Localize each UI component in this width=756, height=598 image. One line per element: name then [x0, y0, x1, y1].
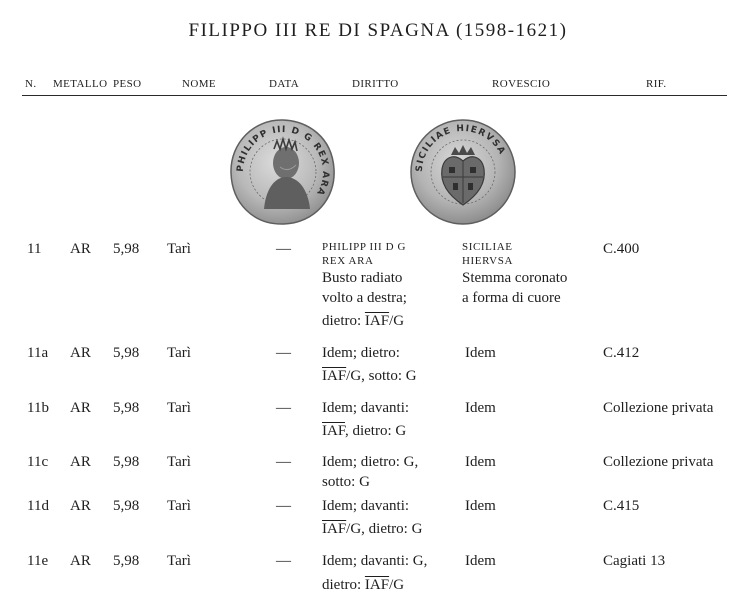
row-11d-diritto-line-1: Idem; davanti: [322, 498, 410, 514]
row-11d-diritto-mark: $\overline{IAF}$ [322, 521, 347, 537]
row-11c-metallo: AR [70, 454, 91, 470]
row-11e-rovescio: Idem [465, 553, 496, 569]
row-11e-rif: Cagiati 13 [603, 553, 666, 569]
row-11a-diritto-line-1: Idem; dietro: [322, 345, 400, 361]
row-11e-nome: Tarì [167, 553, 191, 569]
col-header-peso: PESO [113, 78, 142, 90]
row-11b-metallo: AR [70, 400, 91, 416]
row-11a-nome: Tarì [167, 345, 191, 361]
row-11c-rovescio: Idem [465, 454, 496, 470]
row-11-rovescio-line-2: a forma di cuore [462, 290, 561, 306]
row-11b-diritto-mark: $\overline{IAF}$ [322, 423, 345, 439]
row-11e-diritto-line-1: Idem; davanti: G, [322, 553, 428, 569]
coin-reverse-image [408, 117, 518, 227]
page-title: FILIPPO III RE DI SPAGNA (1598-1621) [188, 20, 568, 41]
col-header-n: N. [25, 78, 37, 90]
row-11-diritto-line-1: Busto radiato [322, 270, 403, 286]
row-11d-n: 11d [27, 498, 49, 514]
row-11e-n: 11e [27, 553, 49, 569]
row-11a-n: 11a [27, 345, 49, 361]
row-11-rif: C.400 [603, 241, 640, 257]
col-header-rif: RIF. [646, 78, 667, 90]
row-11-diritto-line-3-pre: dietro: [322, 313, 365, 329]
row-11c-diritto-line-1: Idem; dietro: G, [322, 454, 419, 470]
row-11-rovescio-legend-1: SICILIAE [462, 241, 513, 253]
row-11-diritto-line-3-post: /G [389, 313, 405, 329]
row-11-rovescio-legend-2: HIERVSA [462, 255, 513, 267]
row-11d-rovescio: Idem [465, 498, 496, 514]
row-11d-rif: C.415 [603, 498, 640, 514]
row-11b-data: — [276, 400, 291, 416]
row-11-peso: 5,98 [113, 241, 140, 257]
row-11c-n: 11c [27, 454, 49, 470]
row-11-diritto-line-3-mark: $\overline{IAF}$ [364, 313, 390, 329]
row-11-diritto-legend-1: PHILIPP III D G [322, 241, 407, 253]
row-11c-nome: Tarì [167, 454, 191, 470]
col-header-metallo: METALLO [53, 78, 108, 90]
row-11a-metallo: AR [70, 345, 91, 361]
row-11-rovescio [462, 240, 567, 308]
row-11b-diritto [322, 398, 409, 441]
row-11-diritto-legend-2: REX ARA [322, 255, 374, 267]
row-11d-metallo: AR [70, 498, 91, 514]
row-11d-peso: 5,98 [113, 498, 140, 514]
row-11e-diritto-line-2-pre: dietro: [322, 577, 365, 593]
col-header-rovescio: ROVESCIO [492, 78, 551, 90]
row-11b-rif: Collezione privata [603, 400, 714, 416]
row-11c-rif: Collezione privata [603, 454, 714, 470]
row-11b-peso: 5,98 [113, 400, 140, 416]
row-11b-diritto-line-2-post: , dietro: G [344, 423, 407, 439]
row-11-nome: Tarì [167, 241, 191, 257]
col-header-data: DATA [269, 78, 300, 90]
row-11a-diritto-mark: $\overline{IAF}$ [322, 368, 347, 384]
row-11e-diritto [322, 551, 427, 595]
row-11c-diritto [322, 452, 418, 492]
row-11d-diritto-line-2 [322, 519, 422, 539]
row-11d-data: — [276, 498, 291, 514]
coin-obverse-legend: PHILIPP III D G REX ARA [235, 124, 331, 198]
row-11-n: 11 [27, 241, 42, 257]
coin-obverse-image [228, 117, 338, 227]
coin-reverse-legend: SICILIAE HIERVSA [414, 123, 508, 173]
row-11c-peso: 5,98 [113, 454, 140, 470]
row-11d-diritto-line-2-post: /G, dietro: G [346, 521, 423, 537]
row-11d-nome: Tarì [167, 498, 191, 514]
row-11a-diritto-line-2-post: /G, sotto: G [346, 368, 417, 384]
row-11e-peso: 5,98 [113, 553, 140, 569]
row-11d-diritto [322, 496, 422, 539]
row-11e-diritto-line-2 [322, 575, 427, 595]
row-11b-nome: Tarì [167, 400, 191, 416]
header-rule [22, 95, 727, 96]
row-11a-diritto [322, 343, 417, 386]
row-11c-data: — [276, 454, 291, 470]
col-header-diritto: DIRITTO [352, 78, 399, 90]
row-11b-diritto-line-2 [322, 421, 409, 441]
row-11e-data: — [276, 553, 291, 569]
col-header-nome: NOME [182, 78, 216, 90]
row-11a-rif: C.412 [603, 345, 640, 361]
row-11a-rovescio: Idem [465, 345, 496, 361]
row-11a-data: — [276, 345, 291, 361]
row-11-diritto-line-2: volto a destra; [322, 290, 407, 306]
row-11-diritto [322, 240, 407, 331]
row-11b-n: 11b [27, 400, 49, 416]
row-11b-diritto-line-1: Idem; davanti: [322, 400, 410, 416]
row-11-rovescio-line-1: Stemma coronato [462, 270, 568, 286]
row-11-data: — [276, 241, 291, 257]
row-11e-diritto-mark: $\overline{IAF}$ [364, 577, 390, 593]
row-11-metallo: AR [70, 241, 91, 257]
row-11a-peso: 5,98 [113, 345, 140, 361]
row-11a-diritto-line-2 [322, 366, 417, 386]
row-11b-rovescio: Idem [465, 400, 496, 416]
row-11c-diritto-line-2: sotto: G [322, 474, 370, 490]
row-11e-diritto-line-2-post: /G [389, 577, 405, 593]
row-11-diritto-line-3 [322, 311, 407, 331]
row-11e-metallo: AR [70, 553, 91, 569]
